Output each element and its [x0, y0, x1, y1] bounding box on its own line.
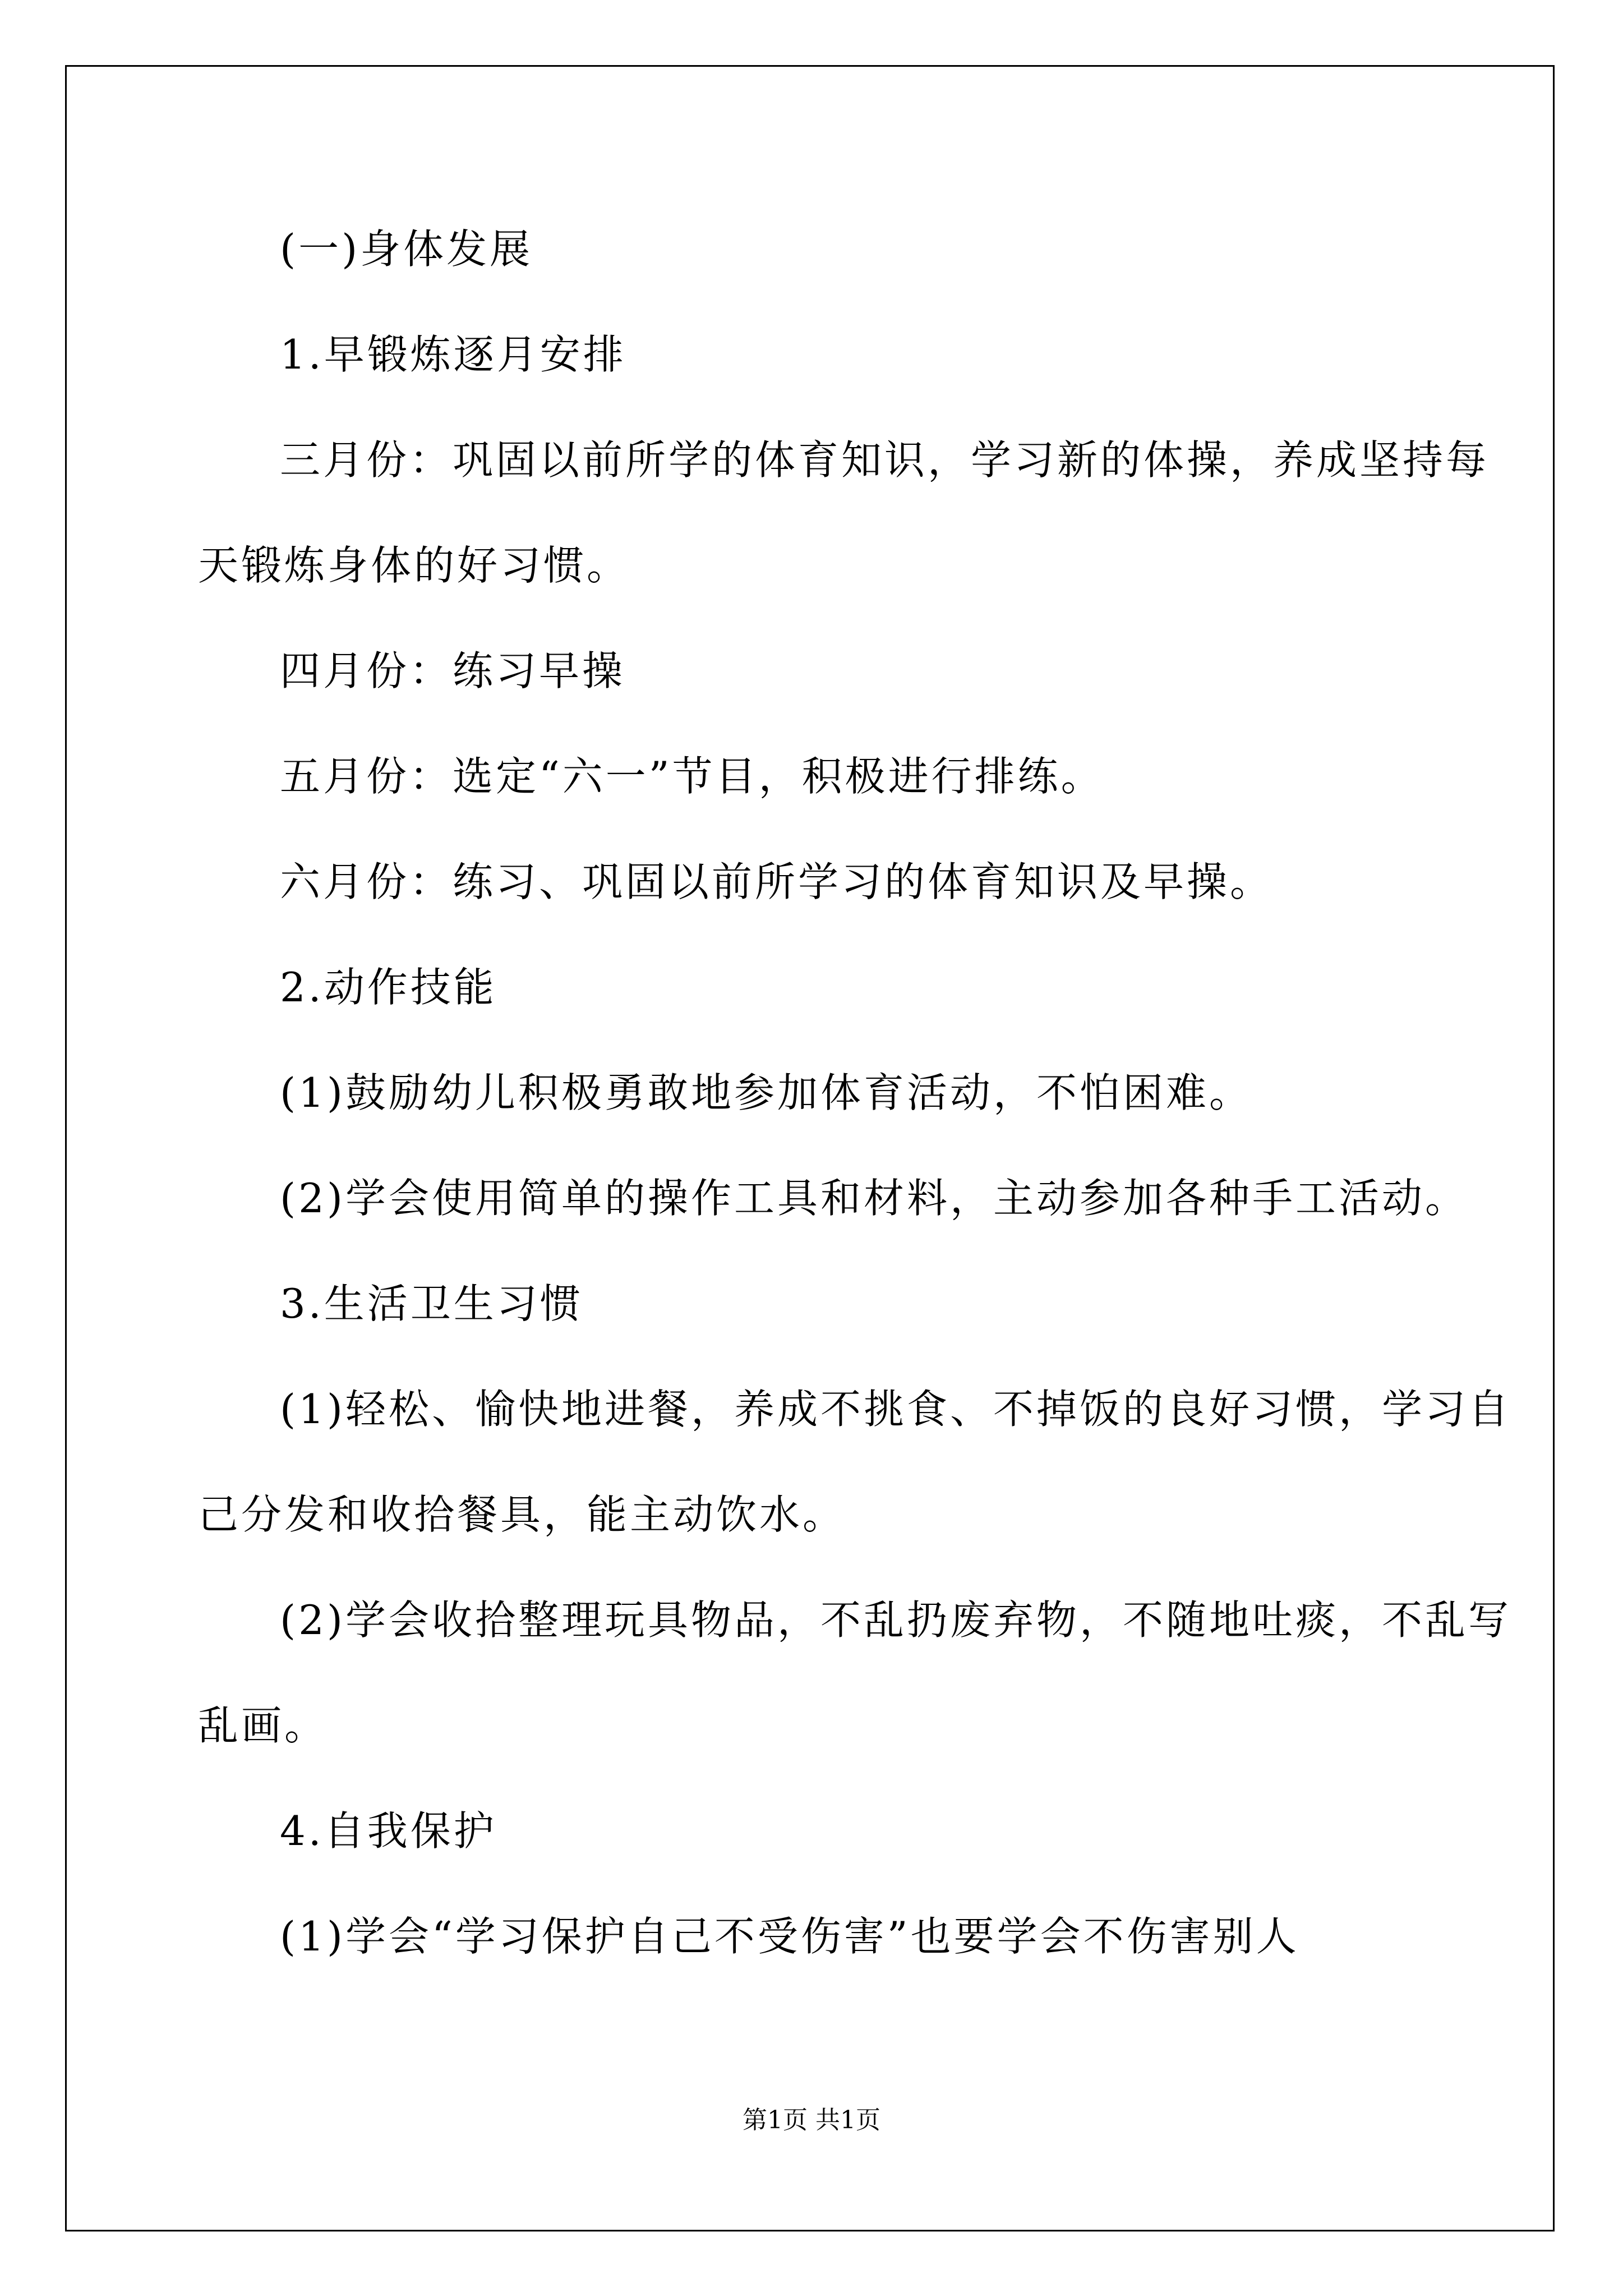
paragraph-line: (1)学会“学习保护自己不受伤害”也要学会不伤害别人	[280, 1913, 1299, 1960]
paragraph-line: 天锻炼身体的好习惯。	[198, 542, 630, 589]
paragraph-line: 六月份：练习、巩固以前所学习的体育知识及早操。	[280, 858, 1274, 905]
paragraph-line: (1)轻松、愉快地进餐，养成不挑食、不掉饭的良好习惯，学习自	[280, 1386, 1511, 1433]
paragraph-line: 五月份：选定“六一”节目，积极进行排练。	[280, 753, 1104, 800]
page-border	[65, 65, 1555, 2231]
paragraph-line: 己分发和收拾餐具，能主动饮水。	[198, 1491, 846, 1538]
paragraph-line: 乱画。	[198, 1702, 328, 1749]
paragraph-line: 四月份：练习早操	[280, 647, 626, 694]
page-footer: 第1页 共1页	[743, 2106, 880, 2134]
section-heading: (一)身体发展	[280, 226, 533, 273]
subsection-heading: 4.自我保护	[280, 1807, 497, 1855]
subsection-heading: 2.动作技能	[280, 964, 497, 1011]
subsection-heading: 1.早锻炼逐月安排	[280, 331, 626, 378]
subsection-heading: 3.生活卫生习惯	[280, 1280, 583, 1327]
paragraph-line: (2)学会收拾整理玩具物品，不乱扔废弃物，不随地吐痰，不乱写	[280, 1596, 1511, 1644]
paragraph-line: (1)鼓励幼儿积极勇敢地参加体育活动，不怕困难。	[280, 1069, 1252, 1116]
paragraph-line: (2)学会使用简单的操作工具和材料，主动参加各种手工活动。	[280, 1175, 1468, 1222]
paragraph-line: 三月份：巩固以前所学的体育知识，学习新的体操，养成坚持每	[280, 436, 1490, 484]
